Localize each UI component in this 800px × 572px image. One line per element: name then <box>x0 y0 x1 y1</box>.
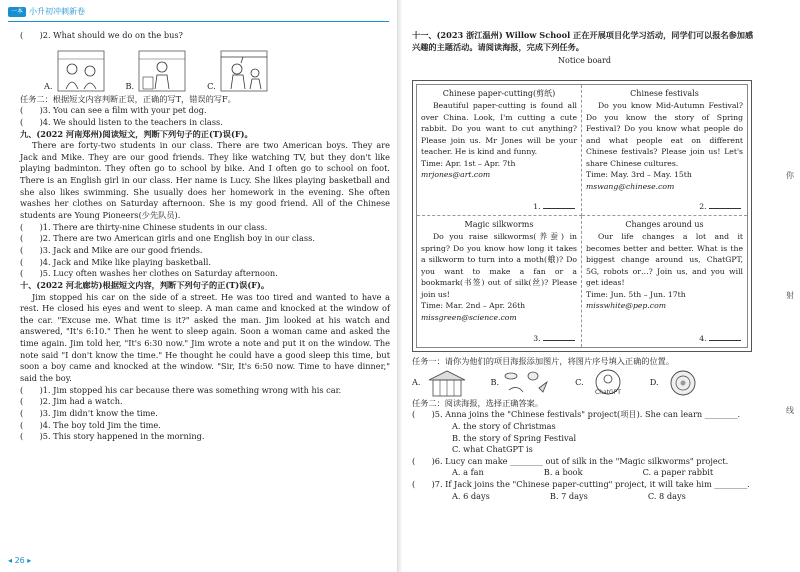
option-label: A. <box>412 376 421 387</box>
left-column <box>20 30 390 443</box>
series-title: 小升初冲刺新卷 <box>29 7 86 17</box>
question-4: ( )4. We should listen to the teachers in class. <box>20 116 223 127</box>
image-option-b <box>491 368 554 398</box>
image-option-d <box>650 368 703 398</box>
q6-option-a[interactable]: A. a fan <box>452 467 484 478</box>
section-9-passage: There are forty-two students in our class. There are two American boys. They are Jack and Mike. They are our good friends. They like watching TV, but they don't like playing badminton. They often go to school by bike. And I often go to school on foot. There is an English girl in our class. Her name is Lucy. She likes playing basketball and she also likes swimming. She usually does her homework in the evening. She often washes her clothes on Saturday afternoon. She is my good friend. All of the Chinese students are Young Pioneers(少先队员). <box>20 140 390 221</box>
task-2-instruction-right: 任务二：阅读海报，选择正确答案。 <box>412 397 544 408</box>
question-3: ( )3. You can see a film with your pet dog. <box>20 105 207 116</box>
picture-option-c <box>207 49 269 93</box>
prev-page-icon[interactable]: ◂ <box>8 555 13 565</box>
card-title: Changes around us <box>625 220 704 229</box>
picture-option-a <box>44 49 106 93</box>
task-2-instruction: 任务二：根据短文内容判断正误，正确的写T，错误的写F。 <box>20 93 236 104</box>
s9-item-2: ( )2. There are two American girls and one English boy in our class. <box>20 233 315 244</box>
notice-board-title: Notice board <box>558 56 611 66</box>
task-1-instruction: 任务一：请你为他们的项目海报添加图片，将图片序号填入正确的位置。 <box>412 356 675 366</box>
card-paper-cutting <box>417 85 582 216</box>
side-mark-1: 你 <box>786 171 794 180</box>
picture-option-b <box>126 49 188 93</box>
option-label: C. <box>207 81 216 91</box>
card-number: 1. <box>533 201 575 213</box>
question-2: ( )2. What should we do on the bus? <box>20 30 183 40</box>
card-body: Beautiful paper-cutting is found all over China. Look, I'm cutting a cute rabbit. Do you want to cut anything? Please join us. Mr Jones will be your teacher. He is kind and funny. <box>421 101 577 157</box>
card-title: Chinese festivals <box>630 89 699 98</box>
s9-item-3: ( )3. Jack and Mike are our good friends. <box>20 244 203 255</box>
card-number: 2. <box>699 201 741 213</box>
section-10-title: 十、(2022 河北廊坊)根据短文内容，判断下列句子的正(T)误(F)。 <box>20 279 270 290</box>
right-tasks <box>412 356 757 502</box>
left-page <box>0 0 398 572</box>
section-10-passage: Jim stopped his car on the side of a street. He was too tired and wanted to have a rest. He closed his eyes and went to sleep. A man came and knocked at the window of the car. "Excuse me. What time is it?" asked the man. Jim looked at his watch and answered, "It's 6:10." Then he went to sleep again. Soon a woman came and asked the time again. Jim told her, "It's 6:30 now." Jim wrote a note and put it on the window. The note said "I don't know the time." He thought he could have a good sleep this time, but soon a boy came and knocked at the window. "Sir, It's 6:50 now. Time to have dinner," said the boy. <box>20 291 390 384</box>
card-body: Do you raise silkworms(养蚕) in spring? Do you know how long it takes a silkworm to turn into a moth(蛾)? Do you want to make a fan or a bookmark(书签) out of silk(丝)? Please join us! <box>421 232 577 299</box>
card-time: Time: Apr. 1st – Apr. 7th <box>421 158 516 168</box>
bus-seat-illustration <box>137 49 187 93</box>
next-page-icon[interactable]: ▸ <box>27 555 32 565</box>
header-rule <box>8 21 389 22</box>
bus-eating-illustration <box>56 49 106 93</box>
answer-blank[interactable] <box>543 208 575 209</box>
q5-option-c[interactable]: C. what ChatGPT is <box>452 444 533 455</box>
s9-item-5: ( )5. Lucy often washes her clothes on Saturday afternoon. <box>20 268 278 279</box>
question-7-options <box>412 491 757 503</box>
option-label: C. <box>575 376 584 387</box>
option-label: A. <box>44 81 53 91</box>
card-time: Time: May. 3rd – May. 15th <box>586 170 692 180</box>
q7-option-b[interactable]: B. 7 days <box>549 490 588 501</box>
card-email: mrjones@art.com <box>421 170 491 180</box>
card-number: 3. <box>533 333 575 345</box>
page-footer <box>8 555 31 566</box>
card-email: mswang@chinese.com <box>586 181 675 191</box>
q6-option-c[interactable]: C. a paper rabbit <box>642 467 714 478</box>
s10-item-1: ( )1. Jim stopped his car because there was something wrong with his car. <box>20 384 342 395</box>
s9-item-4: ( )4. Jack and Mike like playing basketball. <box>20 256 212 267</box>
image-option-c <box>575 368 628 398</box>
card-changes-around-us <box>582 216 747 347</box>
silkworm-cycle-icon <box>503 368 553 398</box>
option-label: D. <box>649 376 659 387</box>
notice-board <box>412 80 752 352</box>
series-logo: 一本 <box>8 7 26 18</box>
card-number: 4. <box>699 333 741 345</box>
section-11-title: 十一、(2023 浙江温州) Willow School 正在开展项目化学习活动，同学们可以报名参加感兴趣的主题活动。请阅读海报，完成下列任务。 <box>412 30 754 52</box>
q5-option-a[interactable]: A. the story of Christmas <box>452 420 556 431</box>
card-body: Do you know Mid-Autumn Festival? Do you know the story of Spring Festival? Do you know what people do and what people eat on different Chinese festivals? Please join us! Let's share Chinese cultures. <box>586 101 743 168</box>
q6-option-b[interactable]: B. a book <box>543 467 583 478</box>
bus-handrail-illustration <box>219 49 269 93</box>
s10-item-5: ( )5. This story happened in the morning. <box>20 431 205 442</box>
image-options <box>412 368 757 398</box>
q5-option-b[interactable]: B. the story of Spring Festival <box>452 432 577 443</box>
s10-item-3: ( )3. Jim didn't know the time. <box>20 407 158 418</box>
question-7: ( )7. If Jack joins the "Chinese paper-cutting" project, it will take him ________. <box>412 479 750 490</box>
question-5-options <box>412 421 757 456</box>
card-title: Magic silkworms <box>464 220 534 229</box>
q7-option-a[interactable]: A. 6 days <box>452 490 490 501</box>
answer-blank[interactable] <box>709 208 741 209</box>
option-label: B. <box>125 81 135 91</box>
card-body: Our life changes a lot and it becomes better and better. What is the biggest change around us, ChatGPT, 5G, robots or…? Join us, and you will get ideas! <box>586 232 743 288</box>
question-6-options <box>412 467 757 479</box>
s10-item-4: ( )4. The boy told Jim the time. <box>20 419 161 430</box>
card-email: missgreen@science.com <box>421 312 517 322</box>
picture-options <box>20 43 390 93</box>
card-title: Chinese paper-cutting(剪纸) <box>442 89 556 98</box>
answer-blank[interactable] <box>709 340 741 341</box>
card-chinese-festivals <box>582 85 747 216</box>
side-mark-2: 射 <box>786 291 794 300</box>
header <box>8 5 85 19</box>
image-option-a <box>412 368 469 398</box>
s10-item-2: ( )2. Jim had a watch. <box>20 396 123 407</box>
right-column <box>412 30 757 70</box>
answer-blank[interactable] <box>543 340 575 341</box>
card-time: Time: Mar. 2nd – Apr. 26th <box>421 301 526 311</box>
temple-icon <box>425 368 469 398</box>
section-9-title: 九、(2022 河南郑州)阅读短文，判断下列句子的正(T)误(F)。 <box>20 128 253 139</box>
card-email: misswhite@pep.com <box>586 301 667 311</box>
q7-option-c[interactable]: C. 8 days <box>647 490 686 501</box>
page-number: 26 <box>14 555 25 565</box>
chatgpt-icon <box>588 368 628 398</box>
card-magic-silkworms <box>417 216 582 347</box>
chatgpt-label: ChatGPT <box>594 388 621 396</box>
question-6: ( )6. Lucy can make ________ out of silk in the "Magic silkworms" project. <box>412 455 729 466</box>
card-time: Time: Jun. 5th – Jun. 17th <box>586 289 686 299</box>
side-mark-3: 线 <box>786 406 794 415</box>
question-5: ( )5. Anna joins the "Chinese festivals" project(项目). She can learn ________. <box>412 409 741 420</box>
option-label: B. <box>490 376 500 387</box>
right-page <box>402 0 800 572</box>
s9-item-1: ( )1. There are thirty-nine Chinese students in our class. <box>20 221 268 232</box>
mooncake-icon <box>663 368 703 398</box>
